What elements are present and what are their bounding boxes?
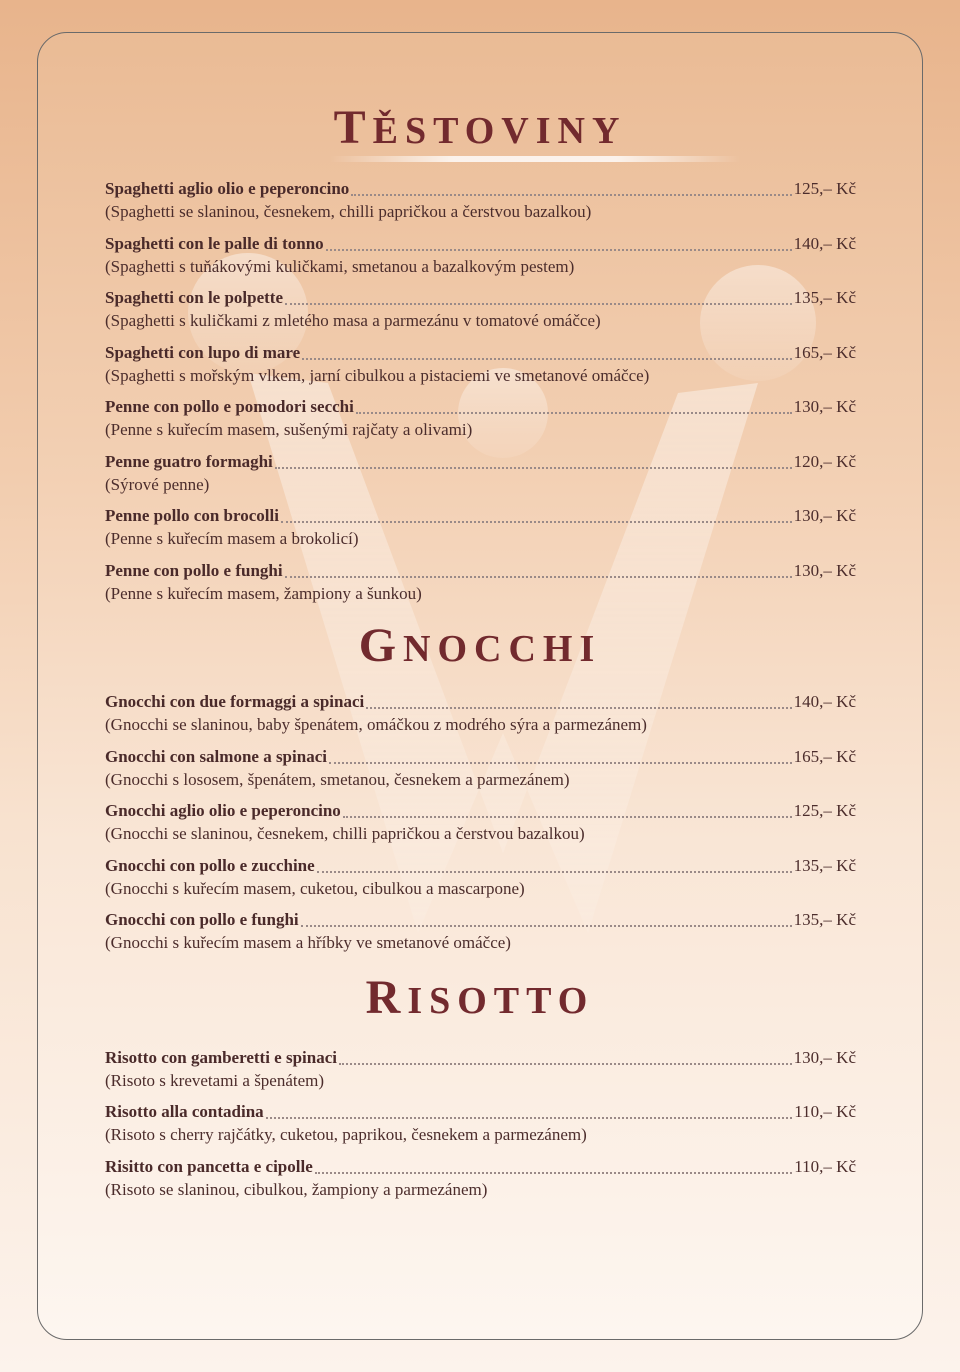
menu-item-line [105,286,856,310]
menu-item-description: (Penne s kuřecím masem a brokolicí) [105,529,359,548]
menu-item-price: 125,– Kč [793,801,856,820]
menu-item-line [105,450,856,474]
menu-item [105,232,856,278]
menu-item-name: Spaghetti con lupo di mare [105,343,301,362]
menu-item-price: 140,– Kč [793,234,856,253]
menu-item [105,559,856,605]
menu-item-name: Penne guatro formaghi [105,452,273,471]
dot-leader [343,799,792,818]
menu-item-line [105,395,856,419]
menu-item [105,1046,856,1092]
menu-item-description: (Risoto s cherry rajčátky, cuketou, paprikou, česnekem a parmezánem) [105,1125,587,1144]
menu-item-price: 135,– Kč [793,288,856,307]
menu-item-name: Penne con pollo e pomodori secchi [105,397,354,416]
menu-item-description: (Gnocchi s lososem, špenátem, smetanou, česnekem a parmezánem) [105,770,570,789]
menu-item-line [105,745,856,769]
menu-item-name: Spaghetti con le polpette [105,288,284,307]
dot-leader [275,450,792,469]
dot-leader [301,908,792,927]
dot-leader [302,341,791,360]
menu-item-price: 135,– Kč [793,910,856,929]
section-title-gnocchi: GNOCCHI [358,619,602,672]
menu-item-description: (Gnocchi se slaninou, česnekem, chilli papričkou a čerstvou bazalkou) [105,824,585,843]
dot-leader [351,177,791,196]
menu-item-price: 120,– Kč [793,452,856,471]
menu-item-name: Penne con pollo e funghi [105,561,283,580]
menu-item [105,341,856,387]
menu-item-name: Gnocchi aglio olio e peperoncino [105,801,341,820]
dot-leader [281,504,792,523]
menu-item-name: Spaghetti aglio olio e peperoncino [105,179,350,198]
menu-item [105,690,856,736]
menu-item-line [105,690,856,714]
menu-item-price: 165,– Kč [793,343,856,362]
menu-item-name: Penne pollo con brocolli [105,506,279,525]
menu-item [105,799,856,845]
menu-item [105,1100,856,1146]
menu-item-line [105,799,856,823]
menu-item-line [105,1046,856,1070]
menu-item-description: (Penne s kuřecím masem, sušenými rajčaty a olivami) [105,420,473,439]
menu-item-price: 130,– Kč [793,561,856,580]
dot-leader [315,1155,793,1174]
menu-item-price: 140,– Kč [793,692,856,711]
menu-item-description: (Risoto se slaninou, cibulkou, žampiony a parmezánem) [105,1180,488,1199]
menu-item-line [105,854,856,878]
dot-leader [326,232,792,251]
menu-item-line [105,177,856,201]
dot-leader [339,1046,792,1065]
dot-leader [317,854,792,873]
menu-item-description: (Spaghetti se slaninou, česnekem, chilli papričkou a čerstvou bazalkou) [105,202,592,221]
menu-item-price: 130,– Kč [793,506,856,525]
menu-item [105,286,856,332]
menu-item [105,395,856,441]
menu-item-description: (Gnocchi se slaninou, baby špenátem, omáčkou z modrého sýra a parmezánem) [105,715,647,734]
dot-leader [366,690,791,709]
menu-item-description: (Sýrové penne) [105,475,210,494]
menu-item [105,908,856,954]
menu-item-line [105,504,856,528]
dot-leader [266,1100,793,1119]
menu-item-line [105,232,856,256]
dot-leader [285,286,792,305]
section-title-těstoviny: TĚSTOVINY [333,101,627,154]
menu-item-name: Gnocchi con pollo e zucchine [105,856,315,875]
menu-item-description: (Gnocchi s kuřecím masem a hříbky ve smetanové omáčce) [105,933,511,952]
menu-item [105,450,856,496]
dot-leader [356,395,792,414]
menu-item-name: Risotto alla contadina [105,1102,264,1121]
section-title-risotto: RISOTTO [365,971,595,1024]
menu-item-line [105,559,856,583]
menu-item-price: 110,– Kč [794,1157,856,1176]
menu-item [105,854,856,900]
menu-item-name: Risotto con gamberetti e spinaci [105,1048,337,1067]
menu-item-price: 130,– Kč [793,397,856,416]
menu-item-price: 135,– Kč [793,856,856,875]
dot-leader [329,745,792,764]
menu-item-price: 130,– Kč [793,1048,856,1067]
menu-item-description: (Gnocchi s kuřecím masem, cuketou, cibulkou a mascarpone) [105,879,525,898]
menu-item-name: Spaghetti con le palle di tonno [105,234,324,253]
menu-item-price: 110,– Kč [794,1102,856,1121]
menu-item-line [105,908,856,932]
menu-item [105,1155,856,1201]
menu-item-description: (Penne s kuřecím masem, žampiony a šunkou) [105,584,422,603]
menu-item-description: (Spaghetti s tuňákovými kuličkami, smetanou a bazalkovým pestem) [105,257,575,276]
menu-item-name: Gnocchi con salmone a spinaci [105,747,327,766]
menu-item-name: Gnocchi con pollo e funghi [105,910,299,929]
menu-item-price: 165,– Kč [793,747,856,766]
title-underline [330,156,740,162]
menu-item-description: (Spaghetti s kuličkami z mletého masa a parmezánu v tomatové omáčce) [105,311,601,330]
menu-item-description: (Risoto s krevetami a špenátem) [105,1071,325,1090]
menu-item-description: (Spaghetti s mořským vlkem, jarní cibulkou a pistaciemi ve smetanové omáčce) [105,366,650,385]
menu-item-line [105,341,856,365]
menu-item-line [105,1155,856,1179]
menu-item [105,745,856,791]
dot-leader [285,559,792,578]
menu-item-name: Risitto con pancetta e cipolle [105,1157,313,1176]
menu-item-line [105,1100,856,1124]
menu-item-name: Gnocchi con due formaggi a spinaci [105,692,365,711]
menu-item [105,504,856,550]
menu-item [105,177,856,223]
menu-item-price: 125,– Kč [793,179,856,198]
